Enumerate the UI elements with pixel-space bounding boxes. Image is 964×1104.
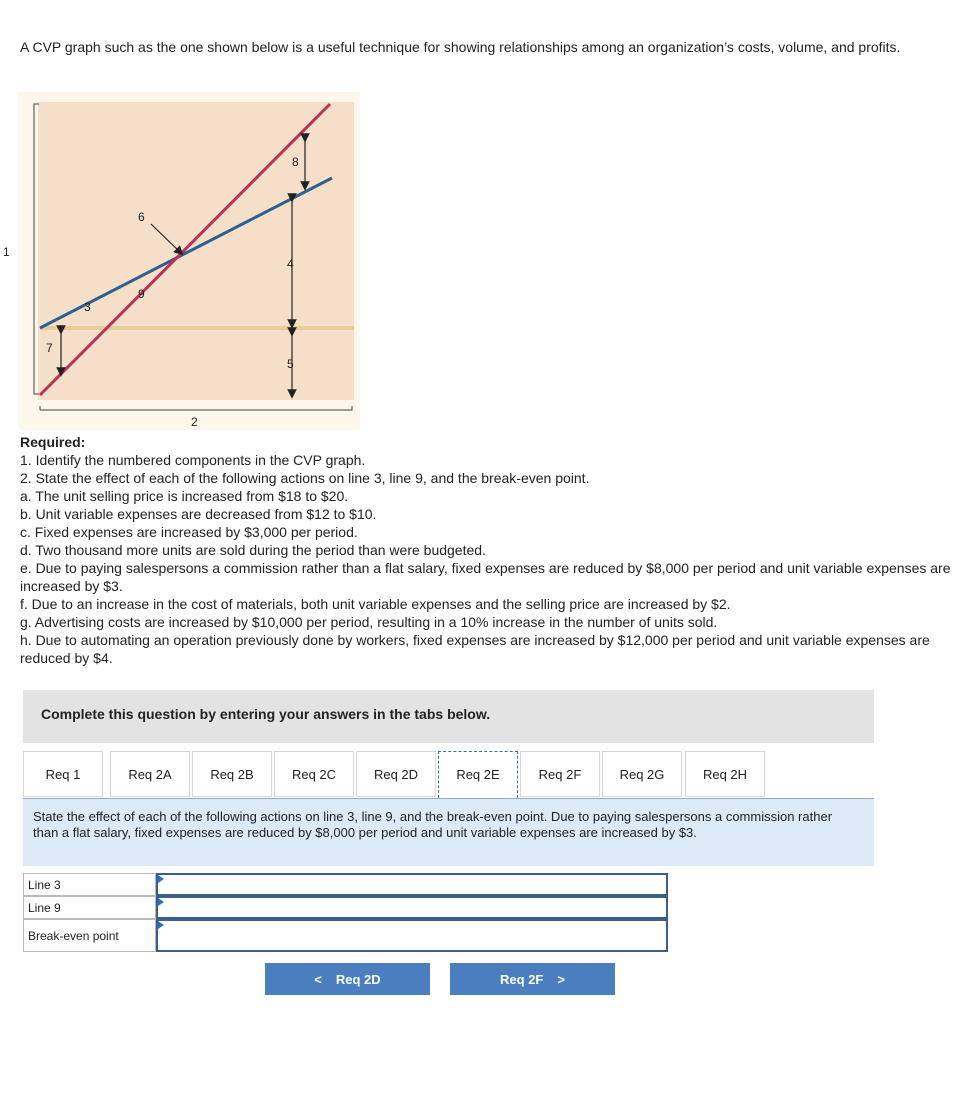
required-title: Required: (20, 434, 86, 450)
tab-req-2d[interactable]: Req 2D (356, 751, 436, 797)
tab-req-2e[interactable]: Req 2E (438, 751, 518, 798)
required-line: a. The unit selling price is increased from $18 to $20. (20, 488, 349, 504)
label-7: 7 (46, 341, 53, 355)
next-tab-label: Req 2F (500, 971, 544, 987)
required-line: h. Due to automating an operation previously done by workers, fixed expenses are increased by $12,000 per period and unit variable expenses are reduced by $4. (20, 632, 930, 666)
answer-label: Line 9 (23, 896, 156, 919)
label-1: 1 (3, 245, 10, 259)
line-9-select[interactable] (156, 896, 668, 919)
prev-tab-label: Req 2D (335, 971, 381, 987)
answer-label: Break-even point (23, 919, 156, 952)
required-line: g. Advertising costs are increased by $10,000 per period, resulting in a 10% increase in the number of units sold. (20, 614, 718, 630)
tab-req-1[interactable]: Req 1 (23, 751, 103, 797)
instructions-banner (23, 690, 874, 743)
required-line: b. Unit variable expenses are decreased from $12 to $10. (20, 506, 377, 522)
required-line: d. Two thousand more units are sold during the period than were budgeted. (20, 542, 486, 558)
label-8: 8 (292, 155, 299, 169)
prev-tab-button[interactable] (265, 963, 430, 995)
question-prompt (23, 799, 874, 866)
prompt-text: State the effect of each of the following actions on line 3, line 9, and the break-even point. Due to paying salespersons a commission rather than a flat salary, fixed expenses are reduced by $8,000 per period and unit variable expenses are increased by $3. (33, 809, 833, 840)
next-tab-button[interactable] (450, 963, 615, 995)
tab-req-2b[interactable]: Req 2B (192, 751, 272, 797)
intro-text: A CVP graph such as the one shown below is a useful technique for showing relationships among an organization’s costs, volume, and profits. (20, 39, 901, 55)
required-section (20, 433, 955, 667)
break-even-select[interactable] (156, 919, 668, 952)
required-line: 2. State the effect of each of the following actions on line 3, line 9, and the break-even point. (20, 470, 590, 486)
instructions-text: Complete this question by entering your answers in the tabs below. (41, 706, 491, 722)
chevron-right-icon: > (557, 971, 565, 987)
label-4: 4 (287, 257, 294, 271)
label-2: 2 (191, 415, 198, 429)
required-line: c. Fixed expenses are increased by $3,000 per period. (20, 524, 358, 540)
cvp-graph (0, 90, 370, 435)
required-line: 1. Identify the numbered components in the CVP graph. (20, 452, 366, 468)
cvp-graph-svg (0, 90, 370, 435)
tab-req-2c[interactable]: Req 2C (274, 751, 354, 797)
label-6: 6 (138, 210, 145, 224)
answer-label: Line 3 (23, 873, 156, 896)
graph-area (38, 102, 354, 400)
label-9: 9 (138, 287, 145, 301)
chevron-left-icon: < (314, 971, 322, 987)
tab-req-2f[interactable]: Req 2F (520, 751, 600, 797)
tab-req-2g[interactable]: Req 2G (602, 751, 682, 797)
label-3: 3 (84, 300, 91, 314)
tab-req-2h[interactable]: Req 2H (685, 751, 765, 797)
label-5: 5 (287, 357, 294, 371)
required-line: e. Due to paying salespersons a commission rather than a flat salary, fixed expenses are reduced by $8,000 per period and unit variable expenses are increased by $3. (20, 560, 951, 594)
tab-req-2a[interactable]: Req 2A (110, 751, 190, 797)
req-tabs (23, 751, 874, 798)
line-3-select[interactable] (156, 873, 668, 896)
required-line: f. Due to an increase in the cost of materials, both unit variable expenses and the selling price are increased by $2. (20, 596, 731, 612)
